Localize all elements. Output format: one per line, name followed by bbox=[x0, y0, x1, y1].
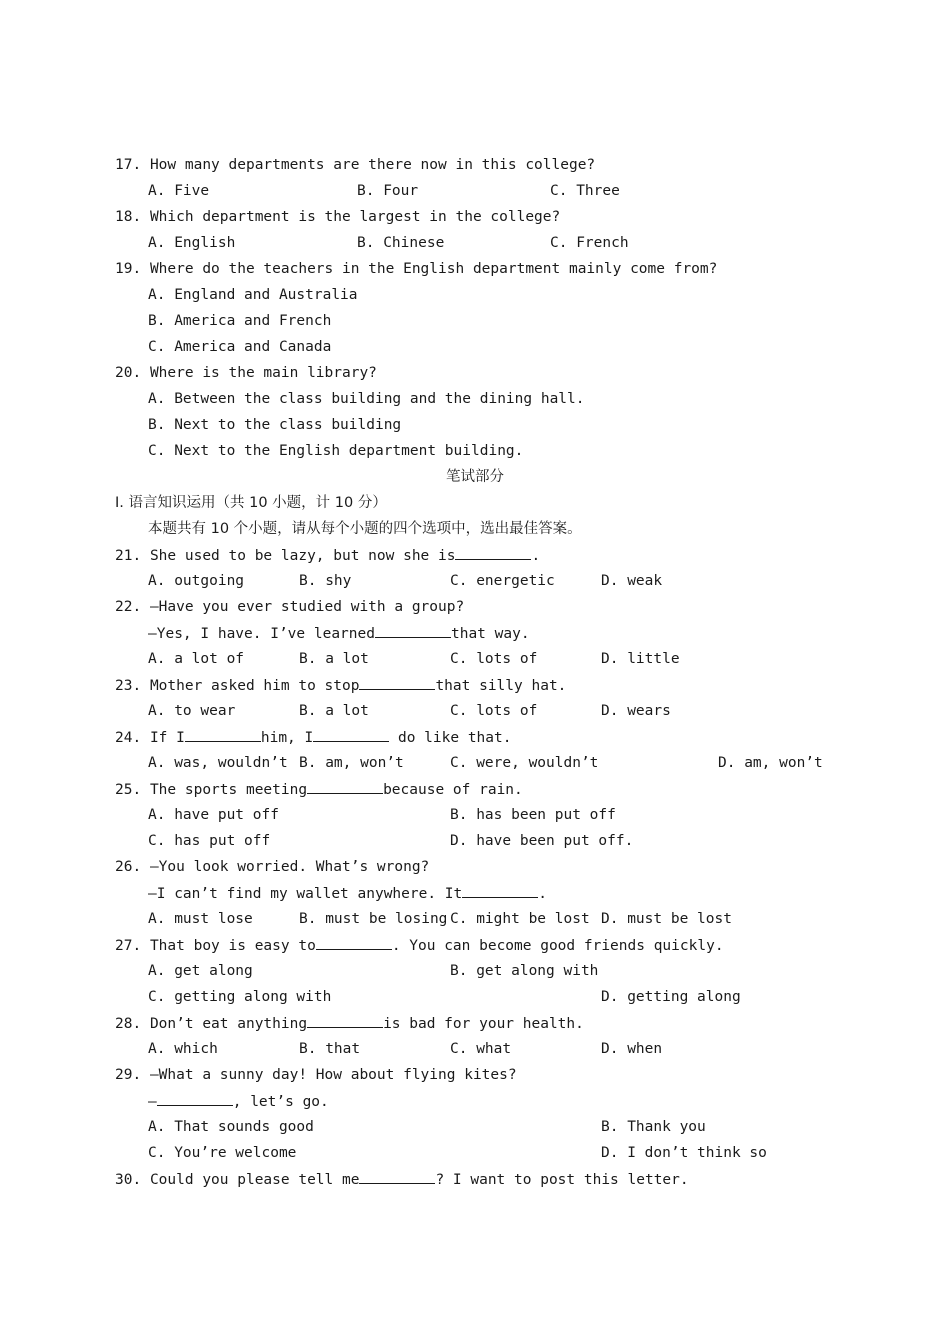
option-b: B. America and French bbox=[148, 313, 332, 329]
answer-blank bbox=[316, 932, 392, 950]
question-24: 24. If I him, I do like that. bbox=[115, 724, 511, 750]
answer-blank bbox=[375, 620, 451, 638]
option-c: C. lots of bbox=[450, 703, 538, 719]
answer-blank bbox=[359, 672, 435, 690]
option-a: A. a lot of bbox=[148, 651, 245, 667]
question-number: 23. bbox=[115, 678, 142, 694]
question-number: 29. bbox=[115, 1067, 142, 1083]
answer-blank bbox=[307, 776, 383, 794]
answer-blank bbox=[313, 724, 389, 742]
option-b: B. a lot bbox=[299, 651, 369, 667]
option-a: A. to wear bbox=[148, 703, 236, 719]
option-d: D. am, won’t bbox=[718, 755, 823, 771]
question-number: 18. bbox=[115, 209, 142, 225]
question-26-line2: —I can’t find my wallet anywhere. It . bbox=[148, 880, 547, 906]
question-number: 19. bbox=[115, 261, 142, 277]
question-number: 22. bbox=[115, 599, 142, 615]
option-b: B. Next to the class building bbox=[148, 417, 402, 433]
question-22-line2: —Yes, I have. I’ve learned that way. bbox=[148, 620, 530, 646]
question-28: 28. Don’t eat anything is bad for your health. bbox=[115, 1010, 584, 1036]
option-d: D. wears bbox=[601, 703, 671, 719]
option-d: D. have been put off. bbox=[450, 833, 634, 849]
section-heading: Ⅰ. 语言知识运用（共 10 小题，计 10 分） bbox=[115, 495, 387, 511]
question-text: Which department is the largest in the college? bbox=[149, 209, 561, 225]
option-a: A. outgoing bbox=[148, 573, 245, 589]
question-number: 17. bbox=[115, 157, 142, 173]
option-a: A. was, wouldn’t bbox=[148, 755, 288, 771]
option-b: B. Four bbox=[357, 183, 419, 199]
question-22: 22. —Have you ever studied with a group? bbox=[115, 599, 465, 615]
question-text: How many departments are there now in this college? bbox=[149, 157, 596, 173]
question-number: 24. bbox=[115, 730, 142, 746]
option-c: C. lots of bbox=[450, 651, 538, 667]
option-b: B. shy bbox=[299, 573, 352, 589]
answer-blank bbox=[462, 880, 538, 898]
option-b: B. get along with bbox=[450, 963, 599, 979]
section-title: 笔试部分 bbox=[446, 469, 504, 485]
question-number: 25. bbox=[115, 782, 142, 798]
option-b: B. a lot bbox=[299, 703, 369, 719]
question-18 bbox=[115, 204, 560, 230]
option-c: C. were, wouldn’t bbox=[450, 755, 599, 771]
answer-blank bbox=[307, 1010, 383, 1028]
option-d: D. when bbox=[601, 1041, 663, 1057]
answer-blank bbox=[157, 1088, 233, 1106]
option-a: A. which bbox=[148, 1041, 218, 1057]
option-a: A. must lose bbox=[148, 911, 253, 927]
question-25: 25. The sports meeting because of rain. bbox=[115, 776, 523, 802]
question-27: 27. That boy is easy to . You can become good friends quickly. bbox=[115, 932, 724, 958]
option-c: C. what bbox=[450, 1041, 512, 1057]
option-c: C. America and Canada bbox=[148, 339, 332, 355]
option-a: A. English bbox=[148, 235, 236, 251]
option-c: C. You’re welcome bbox=[148, 1145, 297, 1161]
option-b: B. has been put off bbox=[450, 807, 616, 823]
question-30: 30. Could you please tell me ? I want to post this letter. bbox=[115, 1166, 689, 1192]
question-17 bbox=[115, 152, 595, 178]
question-29-line2: — , let’s go. bbox=[148, 1088, 329, 1114]
option-c: C. French bbox=[550, 235, 629, 251]
option-d: D. getting along bbox=[601, 989, 741, 1005]
option-b: B. Chinese bbox=[357, 235, 445, 251]
question-19 bbox=[115, 256, 717, 282]
answer-blank bbox=[455, 542, 531, 560]
option-d: D. I don’t think so bbox=[601, 1145, 767, 1161]
option-b: B. am, won’t bbox=[299, 755, 404, 771]
option-c: C. might be lost bbox=[450, 911, 590, 927]
question-number: 26. bbox=[115, 859, 142, 875]
question-number: 30. bbox=[115, 1172, 142, 1188]
answer-blank bbox=[359, 1166, 435, 1184]
option-d: D. little bbox=[601, 651, 680, 667]
question-23: 23. Mother asked him to stop that silly hat. bbox=[115, 672, 566, 698]
option-c: C. Three bbox=[550, 183, 620, 199]
option-a: A. Between the class building and the dining hall. bbox=[148, 391, 585, 407]
question-29: 29. —What a sunny day! How about flying kites? bbox=[115, 1067, 517, 1083]
question-number: 27. bbox=[115, 938, 142, 954]
question-26: 26. —You look worried. What’s wrong? bbox=[115, 859, 430, 875]
question-number: 20. bbox=[115, 365, 142, 381]
option-c: C. energetic bbox=[450, 573, 555, 589]
question-21: 21. She used to be lazy, but now she is . bbox=[115, 542, 540, 568]
option-d: D. must be lost bbox=[601, 911, 732, 927]
option-c: C. getting along with bbox=[148, 989, 332, 1005]
option-c: C. Next to the English department building. bbox=[148, 443, 524, 459]
option-c: C. has put off bbox=[148, 833, 271, 849]
question-20 bbox=[115, 360, 377, 386]
question-number: 21. bbox=[115, 548, 142, 564]
option-a: A. have put off bbox=[148, 807, 279, 823]
answer-blank bbox=[185, 724, 261, 742]
option-a: A. England and Australia bbox=[148, 287, 358, 303]
option-b: B. must be losing bbox=[299, 911, 448, 927]
option-b: B. that bbox=[299, 1041, 361, 1057]
option-b: B. Thank you bbox=[601, 1119, 706, 1135]
option-a: A. get along bbox=[148, 963, 253, 979]
question-text: Where is the main library? bbox=[149, 365, 377, 381]
option-a: A. Five bbox=[148, 183, 210, 199]
option-a: A. That sounds good bbox=[148, 1119, 314, 1135]
section-instruction: 本题共有 10 个小题，请从每个小题的四个选项中，选出最佳答案。 bbox=[148, 521, 582, 537]
question-text: Where do the teachers in the English department mainly come from? bbox=[149, 261, 718, 277]
question-number: 28. bbox=[115, 1016, 142, 1032]
option-d: D. weak bbox=[601, 573, 663, 589]
